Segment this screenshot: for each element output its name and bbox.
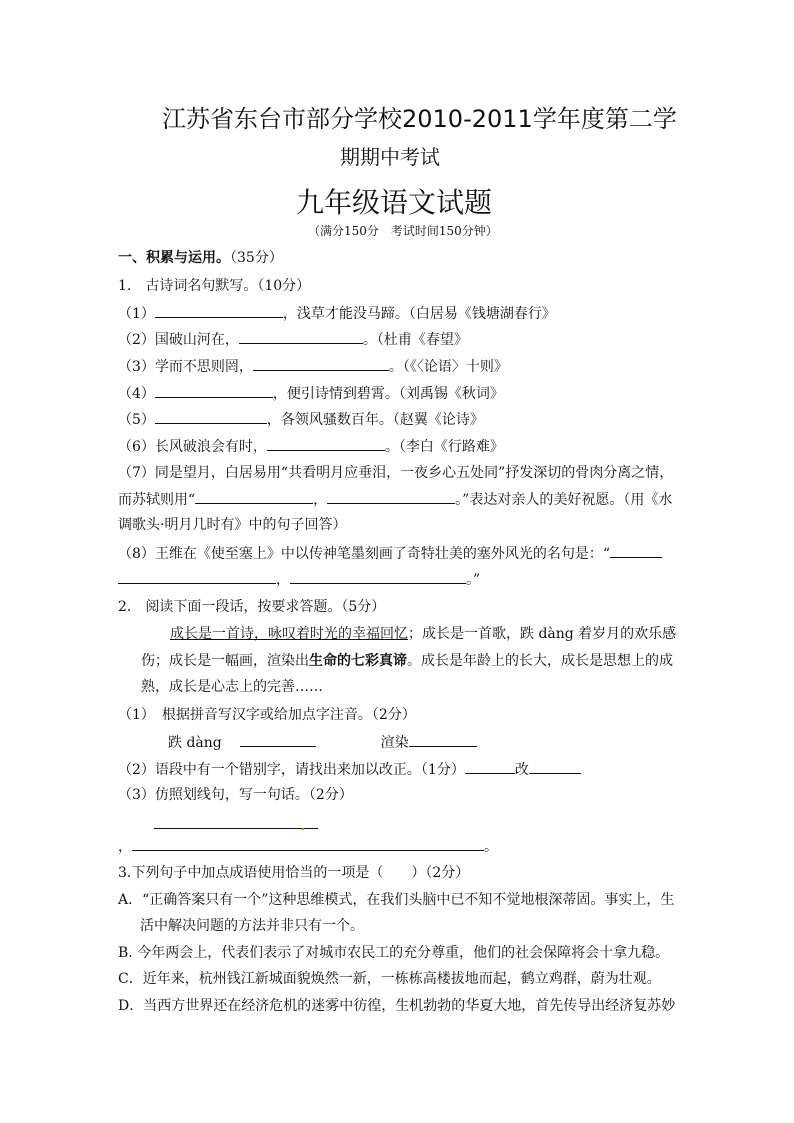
underlined-sentence: 成长是一首诗，咏叹着时光的幸福回忆 [170, 626, 408, 642]
q1-stem: 1. 古诗词名句默写。（10分） [118, 278, 311, 294]
q1-line5-prefix: （5） [118, 412, 155, 428]
q3-option-c: C．近年来，杭州钱江新城面貌焕然一新，一栋栋高楼拔地而起，鹤立鸡群，蔚为壮观。 [118, 971, 661, 987]
exam-title-line2: 期期中考试 [340, 145, 440, 169]
q3-option-a-line1: A．“正确答案只有一个”这种思维模式，在我们头脑中已不知不觉地根深蒂固。事实上，生 [118, 892, 675, 908]
q1-line2 [118, 329, 468, 350]
q1-line8b-suffix: 。” [466, 572, 481, 588]
answer-blank[interactable] [465, 759, 515, 774]
q1-line2-suffix: 。（杜甫《春望》 [362, 332, 468, 348]
q1-line7b-comma: ， [313, 492, 328, 508]
answer-blank[interactable] [409, 732, 477, 747]
answer-blank[interactable] [154, 814, 318, 829]
q2-sub1: （1） 根据拼音写汉字或给加点字注音。（2分） [118, 707, 416, 723]
pinyin-prompt: 跌 dàng [168, 735, 222, 751]
q2-sub1-blanks [168, 732, 477, 753]
q1-line1 [118, 303, 556, 324]
q3-option-a-line2: 活中解决问题的方法并非只有一个。 [140, 918, 364, 934]
bold-phrase: 生命的七彩真谛 [309, 653, 407, 669]
answer-blank[interactable] [610, 543, 662, 558]
answer-blank[interactable] [132, 836, 484, 851]
answer-blank[interactable] [240, 732, 316, 747]
q1-line3-suffix: 。（《〈论语〉十则》 [388, 359, 508, 375]
answer-blank[interactable] [253, 356, 389, 371]
answer-blank[interactable] [239, 329, 363, 344]
q1-line7b-prefix: 而苏轼则用“ [118, 492, 196, 508]
q2-sub3-blank2 [118, 836, 498, 857]
q1-line7a: （7）同是望月，白居易用“共看明月应垂泪，一夜乡心五处同”抒发深切的骨肉分离之情， [118, 465, 674, 481]
exam-subtitle: （满分150分 考试时间150分钟） [308, 224, 498, 238]
q2-passage-line2-prefix: 伤；成长是一幅画，渲染出 [141, 653, 309, 669]
answer-blank[interactable] [529, 759, 581, 774]
q1-line2-prefix: （2）国破山河在， [118, 332, 239, 348]
q1-line8b [118, 569, 480, 590]
q1-line8a [118, 543, 662, 564]
answer-blank[interactable] [290, 569, 466, 584]
q1-line7b-suffix: 。”表达对亲人的美好祝愿。（用《水 [455, 492, 673, 508]
q2-passage-line3: 熟，成长是心志上的完善…… [141, 679, 323, 695]
q1-line7b [118, 489, 672, 510]
answer-blank[interactable] [327, 489, 455, 504]
q2-passage-line2-suffix: 。成长是年龄上的长大，成长是思想上的成 [407, 653, 673, 669]
section1-heading: 一、积累与运用。 [118, 250, 230, 266]
answer-blank[interactable] [267, 436, 385, 451]
q3-option-b: B. 今年两会上，代表们表示了对城市农民工的充分尊重，他们的社会保障将会十拿九稳。 [118, 945, 670, 961]
q3-option-d: D．当西方世界还在经济危机的迷雾中彷徨，生机勃勃的华夏大地，首先传导出经济复苏妙 [118, 998, 676, 1014]
q1-line4-prefix: （4） [118, 386, 155, 402]
q2-sub3: （3）仿照划线句，写一句话。（2分） [118, 787, 353, 803]
phonetic-prompt: 渲染 [380, 735, 409, 751]
q2-sub3-period: 。 [484, 839, 498, 855]
q2-passage-line2 [141, 651, 673, 671]
q3-stem: 3.下列句子中加点成语使用恰当的一项是（ ）（2分） [118, 865, 470, 881]
q2-sub2 [118, 759, 581, 780]
q1-line5-suffix: ，各领风骚数百年。（赵翼《论诗》 [266, 412, 484, 428]
q1-line6-prefix: （6）长风破浪会有时， [118, 439, 267, 455]
q1-line5 [118, 409, 484, 430]
q1-line3 [118, 356, 508, 377]
q2-sub2-change: 改 [514, 762, 529, 778]
q2-sub3-comma: ， [118, 839, 132, 855]
q2-sub3-blank1 [154, 814, 318, 835]
q1-line4 [118, 383, 504, 404]
q1-line1-suffix: ，浅草才能没马蹄。（白居易《钱塘湖春行》 [282, 306, 556, 322]
q1-line8-text: （8）王维在《使至塞上》中以传神笔墨刻画了奇特壮美的塞外风光的名句是：“ [118, 546, 611, 562]
section1-heading-line [118, 248, 283, 268]
q1-line4-suffix: ，便引诗情到碧霄。（刘禹锡《秋词》 [272, 386, 504, 402]
q2-passage-line1-rest: ；成长是一首歌，跌 dàng 着岁月的欢乐感 [408, 626, 677, 642]
q1-line8b-comma: ， [276, 572, 290, 588]
exam-title-line1: 江苏省东台市部分学校2010-2011学年度第二学 [162, 105, 677, 133]
answer-blank[interactable] [118, 569, 276, 584]
q2-stem: 2. 阅读下面一段话，按要求答题。（5分） [118, 599, 386, 615]
q2-passage-line1 [170, 624, 676, 644]
q1-line6-suffix: 。（李白《行路难》 [384, 439, 504, 455]
answer-blank[interactable] [155, 409, 267, 424]
answer-blank[interactable] [155, 303, 283, 318]
section1-score: （35分） [230, 250, 283, 266]
q1-line3-prefix: （3）学而不思则罔， [118, 359, 253, 375]
q1-line7c: 调歌头·明月几时有》中的句子回答） [118, 517, 347, 533]
q2-sub2-text: （2）语段中有一个错别字，请找出来加以改正。（1分） [118, 762, 465, 778]
marker-dot [302, 828, 304, 830]
exam-main-title: 九年级语文试题 [296, 186, 493, 219]
q1-line6 [118, 436, 504, 457]
answer-blank[interactable] [155, 383, 273, 398]
answer-blank[interactable] [195, 489, 313, 504]
q1-line1-prefix: （1） [118, 306, 155, 322]
